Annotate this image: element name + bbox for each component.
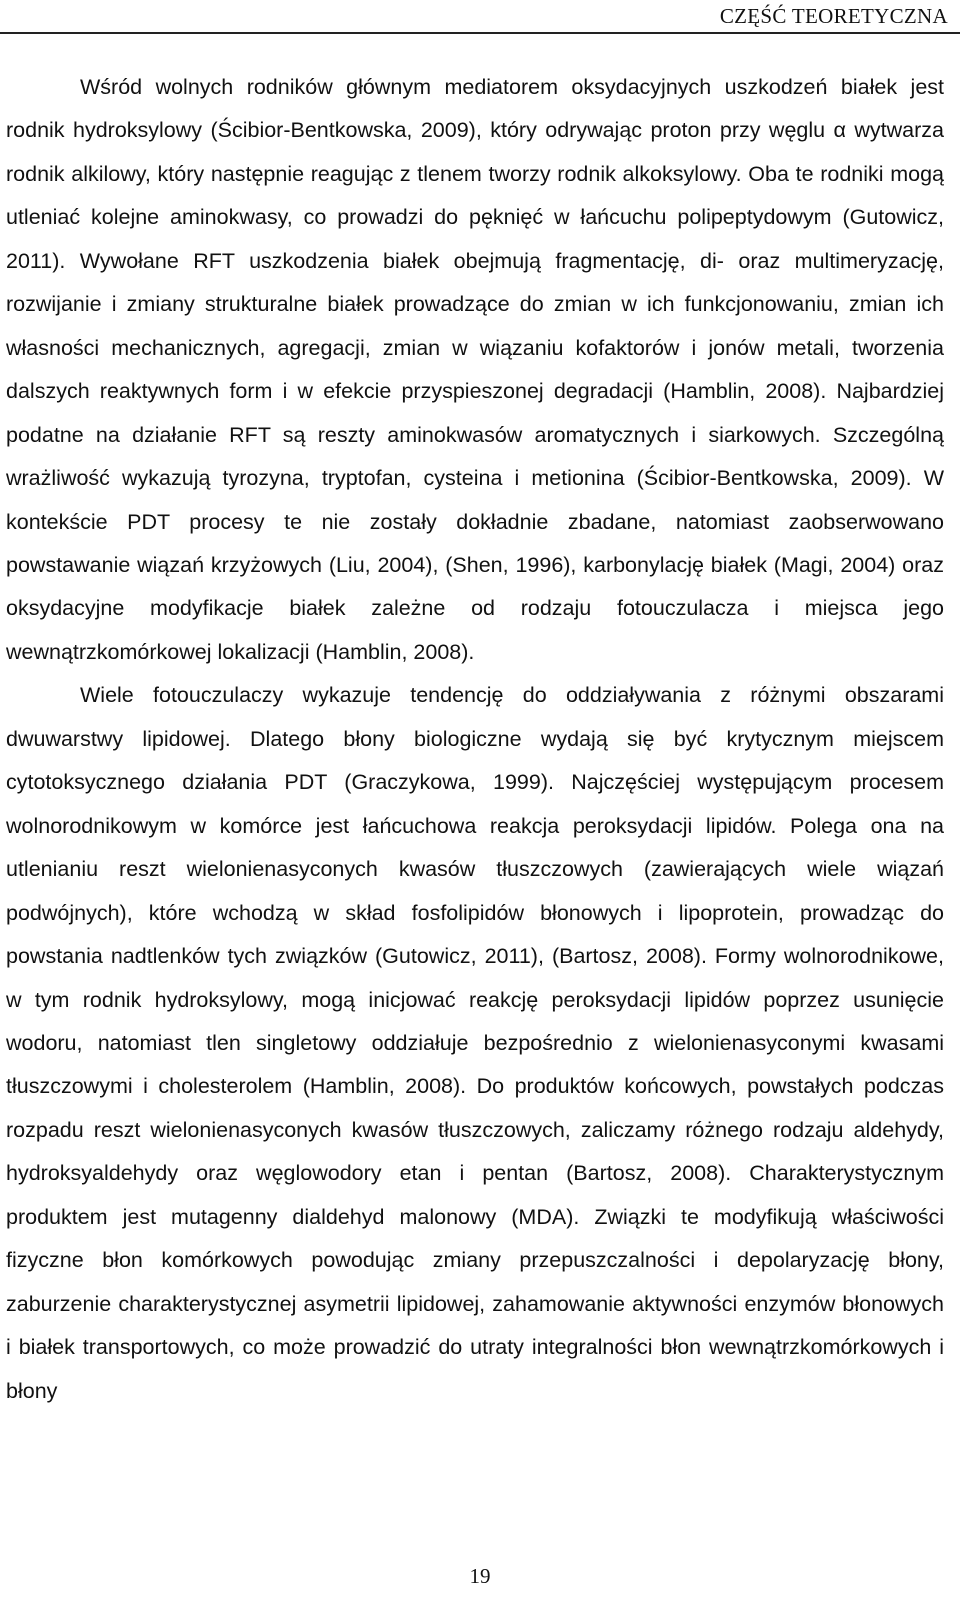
paragraph-protein-damage: Wśród wolnych rodników głównym mediatorem oksydacyjnych uszkodzeń białek jest rodnik hydroksylowy (Ścibior-Bentkowska, 2009), który odrywając proton przy węglu α wytwarza rodnik alkilowy, który następnie reagując z tlenem tworzy rodnik alkoksylowy. Oba te rodniki mogą utleniać kolejne aminokwasy, co prowadzi do pęknięć w łańcuchu polipeptydowym (Gutowicz, 2011). Wywołane RFT uszkodzenia białek obejmują fragmentację, di- oraz multimeryzację, rozwijanie i zmiany strukturalne białek prowadzące do zmian w ich funkcjonowaniu, zmian ich własności mechanicznych, agregacji, zmian w wiązaniu kofaktorów i jonów metali, tworzenia dalszych reaktywnych form i w efekcie przyspieszonej degradacji (Hamblin, 2008). Najbardziej podatne na działanie RFT są reszty aminokwasów aromatycznych i siarkowych. Szczególną wrażliwość wykazują tyrozyna, tryptofan, cysteina i metionina (Ścibior-Bentkowska, 2009). W kontekście PDT procesy te nie zostały dokładnie zbadane, natomiast zaobserwowano powstawanie wiązań krzyżowych (Liu, 2004), (Shen, 1996), karbonylację białek (Magi, 2004) oraz oksydacyjne modyfikacje białek zależne od rodzaju fotouczulacza i miejsca jego wewnątrzkomórkowej lokalizacji (Hamblin, 2008). bbox=[6, 75, 944, 664]
header-rule bbox=[0, 32, 960, 34]
paragraph-lipid-peroxidation: Wiele fotouczulaczy wykazuje tendencję do oddziaływania z różnymi obszarami dwuwarstwy lipidowej. Dlatego błony biologiczne wydają się być krytycznym miejscem cytotoksycznego działania PDT (Graczykowa, 1999). Najczęściej występującym procesem wolnorodnikowym w komórce jest łańcuchowa reakcja peroksydacji lipidów. Polega ona na utlenianiu reszt wielonienasyconych kwasów tłuszczowych (zawierających wiele wiązań podwójnych), które wchodzą w skład fosfolipidów błonowych i lipoprotein, prowadząc do powstania nadtlenków tych związków (Gutowicz, 2011), (Bartosz, 2008). Formy wolnorodnikowe, w tym rodnik hydroksylowy, mogą inicjować reakcję peroksydacji lipidów poprzez usunięcie wodoru, natomiast tlen singletowy oddziałuje bezpośrednio z wielonienasyconymi kwasami tłuszczowymi i cholesterolem (Hamblin, 2008). Do produktów końcowych, powstałych podczas rozpadu reszt wielonienasyconych kwasów tłuszczowych, zaliczamy różnego rodzaju aldehydy, hydroksyaldehydy oraz węglowodory etan i pentan (Bartosz, 2008). Charakterystycznym produktem jest mutagenny dialdehyd malonowy (MDA). Związki te modyfikują właściwości fizyczne błon komórkowych powodując zmiany przepuszczalności i depolaryzację błony, zaburzenie charakterystycznej asymetrii lipidowej, zahamowanie aktywności enzymów błonowych i białek transportowych, co może prowadzić do utraty integralności błon wewnątrzkomórkowych i błony bbox=[6, 683, 944, 1403]
body-text bbox=[6, 66, 944, 1413]
running-header: CZĘŚĆ TEORETYCZNA bbox=[719, 4, 948, 28]
page-number: 19 bbox=[469, 1564, 491, 1588]
